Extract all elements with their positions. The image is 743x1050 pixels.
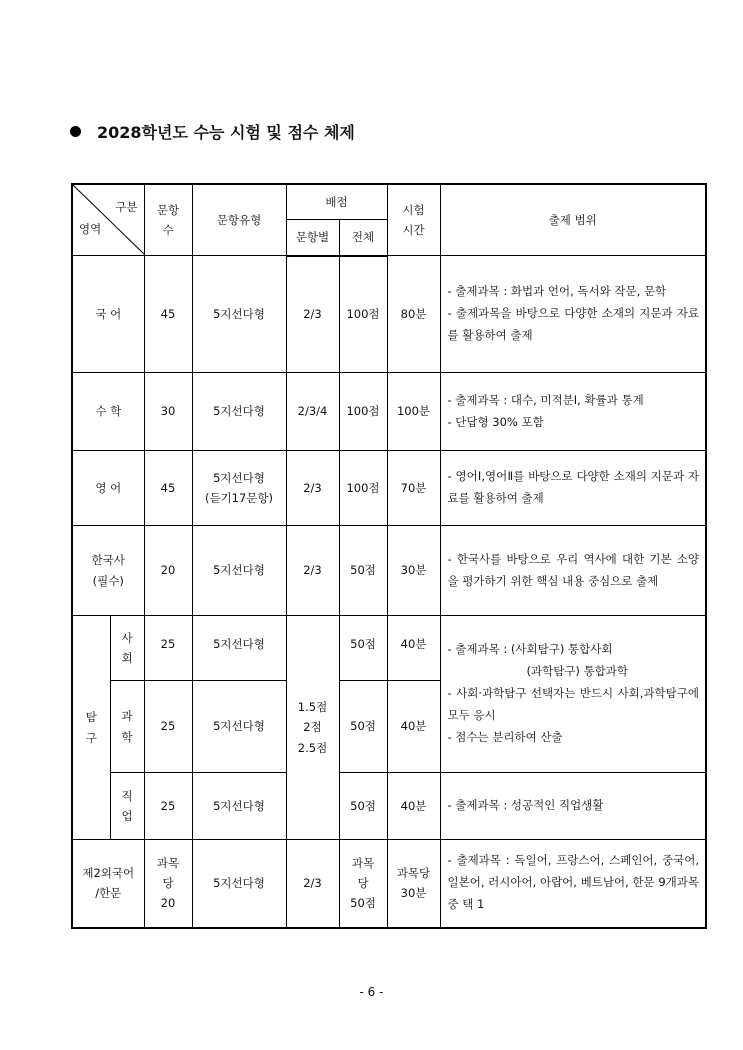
range-english: - 영어Ⅰ,영어Ⅱ를 바탕으로 다양한 소재의 지문과 자료를 활용하여 출제 xyxy=(440,451,706,526)
per-item-inquiry: 1.5점 2점 2.5점 xyxy=(286,616,339,840)
type-korean: 5지선다형 xyxy=(192,256,286,373)
range-history: - 한국사를 바탕으로 우리 역사에 대한 기본 소양을 평가하기 위한 핵심 내용 중심으로 출제 xyxy=(440,526,706,616)
range-math: - 출제과목 : 대수, 미적분Ⅰ, 확률과 통계 - 단답형 30% 포함 xyxy=(440,373,706,451)
total-english: 100점 xyxy=(339,451,387,526)
score-system-table xyxy=(71,183,707,929)
total-vocational: 50점 xyxy=(339,773,387,840)
time-science: 40분 xyxy=(387,681,440,773)
per-item-korean: 2/3 xyxy=(286,256,339,373)
area-foreign: 제2외국어 /한문 xyxy=(72,840,144,928)
type-english: 5지선다형 (듣기17문항) xyxy=(192,451,286,526)
per-item-foreign: 2/3 xyxy=(286,840,339,928)
count-english: 45 xyxy=(144,451,192,526)
header-diagonal-cell xyxy=(72,184,144,256)
table-row-history xyxy=(72,526,706,616)
range-socsci xyxy=(440,616,706,773)
time-vocational: 40분 xyxy=(387,773,440,840)
time-math: 100분 xyxy=(387,373,440,451)
total-korean: 100점 xyxy=(339,256,387,373)
header-row-1 xyxy=(72,184,706,220)
header-per-item: 문항별 xyxy=(286,220,339,256)
range-socsci-line4: - 점수는 분리하여 산출 xyxy=(447,729,563,744)
total-social: 50점 xyxy=(339,616,387,681)
section-title xyxy=(70,120,355,143)
time-social: 40분 xyxy=(387,616,440,681)
table-row-foreign xyxy=(72,840,706,928)
total-science: 50점 xyxy=(339,681,387,773)
type-science: 5지선다형 xyxy=(192,681,286,773)
type-social: 5지선다형 xyxy=(192,616,286,681)
time-korean: 80분 xyxy=(387,256,440,373)
area-history: 한국사 (필수) xyxy=(72,526,144,616)
range-socsci-line3: - 사회·과학탐구 선택자는 반드시 사회,과학탐구에 모두 응시 xyxy=(447,686,699,722)
area-math: 수 학 xyxy=(72,373,144,451)
type-math: 5지선다형 xyxy=(192,373,286,451)
area-korean: 국 어 xyxy=(72,256,144,373)
count-korean: 45 xyxy=(144,256,192,373)
range-vocational: - 출제과목 : 성공적인 직업생활 xyxy=(440,773,706,840)
header-score: 배점 xyxy=(286,184,387,220)
range-socsci-line2: (과학탐구) 통합과학 xyxy=(526,664,628,679)
area-english: 영 어 xyxy=(72,451,144,526)
count-social: 25 xyxy=(144,616,192,681)
range-foreign: - 출제과목 : 독일어, 프랑스어, 스페인어, 중국어, 일본어, 러시아어, 아랍어, 베트남어, 한문 9개과목 중 택 1 xyxy=(440,840,706,928)
table-row-social xyxy=(72,616,706,681)
area-science: 과 학 xyxy=(110,681,144,773)
total-foreign: 과목 당 50점 xyxy=(339,840,387,928)
type-vocational: 5지선다형 xyxy=(192,773,286,840)
area-vocational: 직 업 xyxy=(110,773,144,840)
table-row-korean xyxy=(72,256,706,373)
range-socsci-line1: - 출제과목 : (사회탐구) 통합사회 xyxy=(447,642,613,657)
header-total: 전체 xyxy=(339,220,387,256)
table-row-vocational xyxy=(72,773,706,840)
total-math: 100점 xyxy=(339,373,387,451)
range-korean: - 출제과목 : 화법과 언어, 독서와 작문, 문학 - 출제과목을 바탕으로 다양한 소재의 지문과 자료를 활용하여 출제 xyxy=(440,256,706,373)
total-history: 50점 xyxy=(339,526,387,616)
bullet-icon xyxy=(70,126,81,137)
type-history: 5지선다형 xyxy=(192,526,286,616)
header-count: 문항 수 xyxy=(144,184,192,256)
header-yeongyeok: 영역 xyxy=(79,222,102,236)
time-history: 30분 xyxy=(387,526,440,616)
count-history: 20 xyxy=(144,526,192,616)
header-range: 출제 범위 xyxy=(440,184,706,256)
time-english: 70분 xyxy=(387,451,440,526)
time-foreign: 과목당 30분 xyxy=(387,840,440,928)
page-number: - 6 - xyxy=(359,985,384,999)
table-row-math xyxy=(72,373,706,451)
type-foreign: 5지선다형 xyxy=(192,840,286,928)
count-science: 25 xyxy=(144,681,192,773)
area-inquiry: 탐 구 xyxy=(72,616,110,840)
section-title-text: 2028학년도 수능 시험 및 점수 체제 xyxy=(97,123,355,142)
count-vocational: 25 xyxy=(144,773,192,840)
table-row-english xyxy=(72,451,706,526)
header-time: 시험 시간 xyxy=(387,184,440,256)
per-item-history: 2/3 xyxy=(286,526,339,616)
area-social: 사 회 xyxy=(110,616,144,681)
header-type: 문항유형 xyxy=(192,184,286,256)
per-item-math: 2/3/4 xyxy=(286,373,339,451)
per-item-english: 2/3 xyxy=(286,451,339,526)
header-gubun: 구분 xyxy=(115,200,138,214)
count-math: 30 xyxy=(144,373,192,451)
count-foreign: 과목 당 20 xyxy=(144,840,192,928)
